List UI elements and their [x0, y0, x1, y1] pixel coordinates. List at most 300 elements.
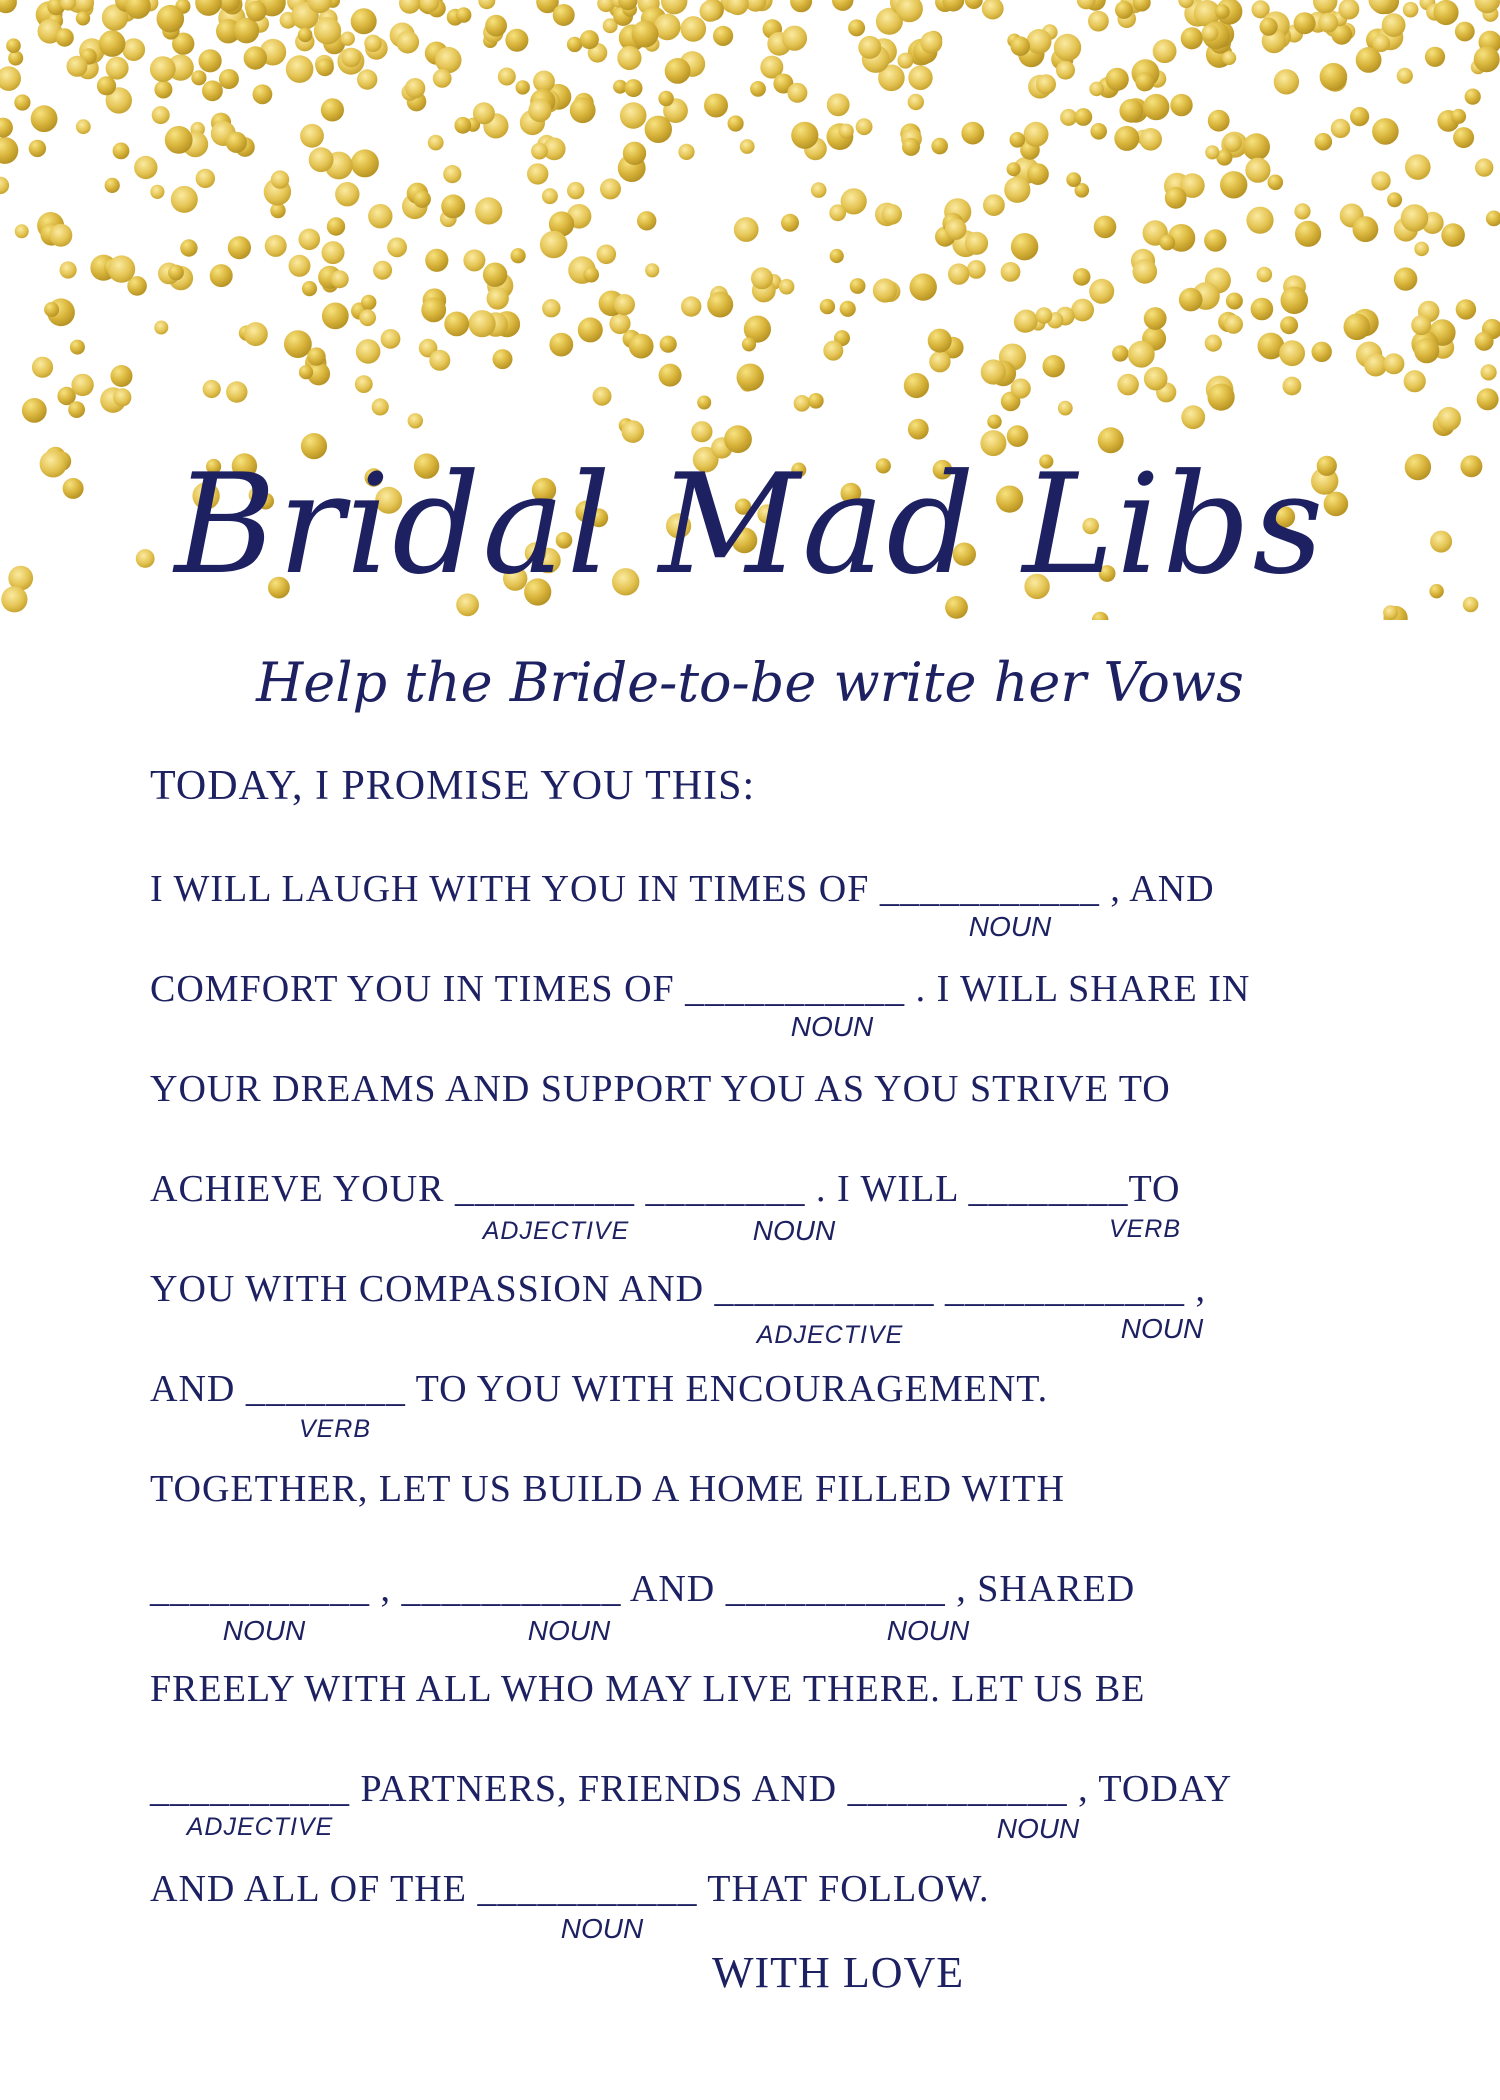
confetti-dot [1251, 298, 1274, 321]
confetti-dot [678, 144, 694, 160]
confetti-dot [1208, 110, 1230, 132]
confetti-dot [168, 265, 184, 281]
confetti-dot [396, 31, 419, 54]
blank-hint-noun: NOUN [527, 1615, 611, 1646]
confetti-dot [1481, 364, 1497, 380]
confetti-dot [908, 66, 932, 90]
confetti-dot [150, 185, 164, 199]
confetti-dot [327, 217, 345, 235]
confetti-dot [1024, 122, 1049, 147]
confetti-dot [322, 241, 345, 264]
confetti-dot [1433, 0, 1458, 25]
confetti-dot [1224, 315, 1243, 334]
vow-line: AND ALL OF THE ___________ THAT FOLLOW. [150, 1868, 990, 1910]
confetti-dot [1215, 4, 1230, 19]
confetti-dot [1260, 18, 1278, 36]
confetti-dot [1153, 39, 1177, 63]
confetti-dot [645, 263, 659, 277]
confetti-dot [368, 204, 392, 228]
confetti-dot [832, 0, 854, 11]
confetti-dot [1010, 132, 1026, 148]
confetti-dot [1181, 27, 1203, 49]
confetti-dot [1312, 342, 1332, 362]
page-title: Bridal Mad Libs [174, 444, 1326, 605]
confetti-dot [779, 279, 795, 295]
confetti-dot [1350, 107, 1369, 126]
confetti-dot [910, 273, 937, 300]
confetti-dot [351, 8, 377, 34]
confetti-dot [289, 255, 311, 277]
confetti-dot [60, 261, 77, 278]
confetti-dot [549, 333, 573, 357]
blank-hint-noun: NOUN [222, 1615, 306, 1646]
confetti-dot [728, 115, 744, 131]
blank-hint-adjective: ADJECTIVE [186, 1813, 334, 1841]
confetti-dot [873, 278, 897, 302]
confetti-dot [244, 322, 268, 346]
confetti-dot [1027, 29, 1052, 54]
confetti-dot [987, 415, 1001, 429]
confetti-dot [1274, 69, 1299, 94]
confetti-dot [244, 46, 267, 69]
confetti-dot [473, 102, 495, 124]
confetti-dot [150, 56, 176, 82]
confetti-dot [405, 78, 425, 98]
confetti-dot [1066, 172, 1081, 187]
confetti-dot [808, 393, 824, 409]
confetti-dot [1004, 177, 1030, 203]
confetti-dot [421, 298, 446, 323]
confetti-dot [982, 0, 1004, 20]
confetti-dot [820, 299, 835, 314]
confetti-dot [908, 94, 924, 110]
confetti-dot [428, 135, 444, 151]
confetti-dot [1054, 34, 1081, 61]
confetti-dot [965, 0, 983, 9]
confetti-dot [665, 58, 691, 84]
confetti-dot [1281, 287, 1309, 315]
page-subtitle: Help the Bride-to-be write her Vows [256, 651, 1244, 714]
confetti-dot [781, 214, 799, 232]
confetti-dot [904, 373, 929, 398]
confetti-dot [55, 28, 73, 46]
confetti-dot [108, 255, 135, 282]
confetti-dot [0, 177, 9, 194]
confetti-dot [286, 55, 314, 83]
confetti-dot [203, 380, 221, 398]
confetti-dot [122, 38, 145, 61]
confetti-dot [152, 106, 170, 124]
confetti-dot [99, 30, 126, 57]
confetti-dot [1089, 279, 1114, 304]
confetti-dot [1268, 175, 1284, 191]
confetti-dot [435, 47, 461, 73]
confetti-dot [614, 294, 635, 315]
confetti-dot [1243, 133, 1270, 160]
confetti-dot [1414, 338, 1439, 363]
confetti-dot [681, 296, 701, 316]
confetti-dot [441, 194, 465, 218]
confetti-dot [381, 329, 401, 349]
confetti-dot [331, 270, 349, 288]
confetti-dot [625, 79, 643, 97]
confetti-dot [827, 93, 850, 116]
confetti-dot [31, 105, 58, 132]
confetti-dot [1089, 82, 1104, 97]
confetti-dot [578, 317, 603, 342]
confetti-dot [697, 396, 711, 410]
confetti-dot [0, 118, 13, 138]
blank-hint-noun: NOUN [996, 1813, 1080, 1844]
confetti-dot [68, 401, 85, 418]
confetti-dot [444, 312, 469, 337]
confetti-dot [71, 374, 93, 396]
confetti-dot [226, 381, 247, 402]
confetti-dot [157, 5, 185, 33]
confetti-dot [1283, 377, 1302, 396]
confetti-dot [713, 26, 733, 46]
confetti-dot [967, 260, 986, 279]
confetti-dot [113, 388, 131, 406]
confetti-dot [111, 365, 133, 387]
confetti-dot [540, 231, 568, 259]
confetti-dot [1015, 310, 1038, 333]
confetti-dot [316, 58, 334, 76]
vow-line: COMFORT YOU IN TIMES OF ___________ . I WILL SHARE IN [150, 968, 1251, 1010]
confetti-dot [8, 51, 23, 66]
confetti-dot [1036, 74, 1056, 94]
confetti-dot [1382, 13, 1406, 37]
confetti-dot [829, 204, 846, 221]
confetti-dot [1133, 259, 1158, 284]
confetti-dot [661, 0, 687, 14]
confetti-dot [740, 139, 755, 154]
confetti-dot [463, 249, 485, 271]
confetti-dot [6, 38, 21, 53]
confetti-dot [750, 81, 766, 97]
confetti-dot [1387, 192, 1402, 207]
confetti-dot [840, 301, 856, 317]
confetti-dot [1279, 340, 1305, 366]
blank-hint-adjective: ADJECTIVE [482, 1217, 630, 1245]
vow-line: FREELY WITH ALL WHO MAY LIVE THERE. LET US BE [150, 1668, 1146, 1710]
confetti-dot [945, 218, 967, 240]
confetti-dot [387, 237, 407, 257]
confetti-dot [1011, 233, 1038, 260]
confetti-dot [302, 281, 317, 296]
confetti-dot [76, 119, 91, 134]
confetti-dot [1404, 370, 1426, 392]
confetti-dot [1027, 163, 1049, 185]
confetti-dot [637, 211, 656, 230]
confetti-dot [1453, 127, 1474, 148]
confetti-dot [897, 53, 913, 69]
confetti-dot [1465, 89, 1481, 105]
confetti-dot [1144, 367, 1168, 391]
blank-hint-noun: NOUN [752, 1215, 836, 1246]
confetti-dot [1320, 63, 1348, 91]
confetti-dot [742, 337, 756, 351]
confetti-dot [1204, 229, 1226, 251]
confetti-dot [1088, 11, 1109, 32]
confetti-dot [1353, 216, 1379, 242]
confetti-dot [1056, 61, 1075, 80]
confetti-dot [1222, 51, 1236, 65]
vow-line: TOGETHER, LET US BUILD A HOME FILLED WITH [150, 1468, 1065, 1510]
confetti-dot [154, 81, 172, 99]
confetti-dot [1208, 384, 1235, 411]
confetti-dot [839, 124, 854, 139]
confetti-dot [180, 239, 197, 256]
confetti-dot [1094, 216, 1117, 239]
confetti-dot [351, 149, 379, 177]
confetti-dot [1383, 353, 1404, 374]
confetti-dot [67, 56, 88, 77]
confetti-dot [300, 124, 324, 148]
confetti-dot [0, 137, 18, 164]
confetti-dot [981, 359, 1006, 384]
confetti-dot [1112, 345, 1128, 361]
confetti-dot [681, 16, 707, 42]
confetti-dot [0, 0, 17, 13]
confetti-dot [478, 0, 495, 9]
confetti-dot [1181, 405, 1205, 429]
confetti-dot [1202, 25, 1219, 42]
confetti-dot [1058, 401, 1073, 416]
confetti-dot [1403, 2, 1419, 18]
confetti-dot [1437, 407, 1461, 431]
confetti-dot [355, 375, 373, 393]
confetti-dot [658, 91, 673, 106]
confetti-dot [580, 30, 599, 49]
confetti-dot [1477, 388, 1499, 410]
confetti-dot [196, 169, 215, 188]
confetti-dot [373, 261, 392, 280]
confetti-dot [1475, 332, 1494, 351]
confetti-dot [454, 117, 471, 134]
confetti-dot [113, 143, 130, 160]
confetti-dot [856, 118, 873, 135]
confetti-dot [498, 68, 516, 86]
confetti-dot [727, 0, 749, 15]
confetti-dot [583, 267, 599, 283]
confetti-dot [1356, 47, 1382, 73]
confetti-dot [1456, 299, 1476, 319]
confetti-dot [1036, 307, 1053, 324]
confetti-dot [234, 18, 260, 44]
confetti-dot [929, 351, 950, 372]
confetti-dot [787, 83, 807, 103]
confetti-dot [707, 292, 733, 318]
confetti-dot [425, 249, 448, 272]
confetti-dot [791, 122, 818, 149]
confetti-dot [15, 224, 29, 238]
confetti-dot [1114, 126, 1139, 151]
confetti-dot [195, 0, 222, 16]
blank-hint-verb: VERB [1108, 1215, 1182, 1243]
confetti-dot [1280, 316, 1298, 334]
confetti-dot [570, 97, 596, 123]
confetti-dot [1257, 267, 1273, 283]
confetti-dot [617, 46, 641, 70]
confetti-dot [299, 365, 313, 379]
confetti-dot [97, 76, 116, 95]
confetti-dot [298, 28, 313, 43]
confetti-dot [659, 364, 682, 387]
confetti-dot [609, 313, 630, 334]
confetti-dot [1160, 235, 1176, 251]
confetti-dot [307, 347, 325, 365]
confetti-dot [1401, 204, 1429, 232]
confetti-dot [632, 21, 659, 48]
confetti-dot [1119, 99, 1143, 123]
confetti-dot [1179, 288, 1203, 312]
confetti-dot [1405, 154, 1431, 180]
confetti-dot [600, 178, 621, 199]
confetti-dot [1106, 68, 1129, 91]
confetti-dot [811, 182, 827, 198]
confetti-dot [1135, 72, 1154, 91]
confetti-dot [1073, 268, 1091, 286]
confetti-dot [443, 165, 461, 183]
confetti-dot [469, 310, 496, 337]
confetti-dot [1411, 315, 1431, 335]
confetti-dot [704, 94, 728, 118]
confetti-dot [341, 32, 355, 46]
confetti-dot [228, 236, 251, 259]
confetti-dot [1011, 378, 1031, 398]
confetti-dot [510, 248, 525, 263]
vow-line: YOU WITH COMPASSION AND ___________ ____________ , [150, 1268, 1207, 1310]
confetti-dot [1486, 211, 1500, 227]
confetti-dot [1294, 203, 1310, 219]
confetti-dot [14, 94, 30, 110]
confetti-dot [751, 267, 773, 289]
confetti-dot [1372, 118, 1399, 145]
confetti-dot [253, 84, 273, 104]
confetti-dot [620, 102, 647, 129]
confetti-dot [1115, 1, 1133, 19]
confetti-dot [105, 178, 120, 193]
confetti-dot [1071, 299, 1094, 322]
confetti-dot [335, 182, 359, 206]
confetti-dot [134, 156, 157, 179]
confetti-dot [928, 329, 952, 353]
confetti-dot [154, 321, 168, 335]
confetti-dot [429, 350, 450, 371]
confetti-dot [357, 69, 377, 89]
confetti-dot [413, 190, 431, 208]
vow-line: I WILL LAUGH WITH YOU IN TIMES OF ___________ , AND [150, 868, 1215, 910]
confetti-dot [965, 232, 988, 255]
confetti-dot [1394, 267, 1417, 290]
blank-hint-noun: NOUN [560, 1913, 644, 1944]
confetti-dot [271, 170, 289, 188]
confetti-dot [1475, 158, 1493, 176]
confetti-dot [361, 295, 376, 310]
confetti-dot [1007, 162, 1021, 176]
vow-line: ACHIEVE YOUR _________ ________ . I WILL ________TO [150, 1168, 1181, 1210]
confetti-dot [321, 98, 344, 121]
confetti-dot [106, 57, 129, 80]
vow-line: YOUR DREAMS AND SUPPORT YOU AS YOU STRIVE TO [150, 1068, 1171, 1110]
blank-hint-noun: NOUN [790, 1011, 874, 1042]
confetti-dot [408, 413, 423, 428]
confetti-dot [782, 26, 807, 51]
confetti-dot [1371, 171, 1390, 190]
confetti-dot [1205, 335, 1222, 352]
confetti-dot [475, 197, 502, 224]
confetti-dot [542, 188, 558, 204]
confetti-dot [1245, 158, 1270, 183]
confetti-dot [171, 186, 198, 213]
confetti-dot [553, 4, 575, 26]
confetti-dot [1425, 47, 1445, 67]
vow-line: AND ________ TO YOU WITH ENCOURAGEMENT. [150, 1368, 1049, 1410]
confetti-dot [830, 249, 844, 263]
confetti-dot [22, 398, 47, 423]
confetti-dot [597, 245, 617, 265]
confetti-dot [199, 49, 222, 72]
confetti-dot [322, 303, 349, 330]
confetti-dot [1414, 242, 1429, 257]
confetti-dot [623, 142, 646, 165]
confetti-dot [299, 229, 321, 251]
confetti-dot [1205, 145, 1219, 159]
confetti-dot [516, 80, 530, 94]
confetti-dot [246, 1, 267, 22]
blank-hint-noun: NOUN [1120, 1313, 1204, 1344]
confetti-dot [850, 278, 866, 294]
confetti-dot [700, 0, 721, 21]
confetti-dot [1226, 293, 1243, 310]
vow-line-heading: TODAY, I PROMISE YOU THIS: [150, 763, 756, 809]
vow-line: ___________ , ___________ AND ___________ , SHARED [150, 1568, 1136, 1610]
confetti-dot [1165, 187, 1187, 209]
confetti-dot [1092, 612, 1109, 620]
confetti-dot [858, 36, 881, 59]
confetti-dot [505, 29, 528, 52]
confetti-dot [737, 364, 764, 391]
confetti-dot [1128, 341, 1155, 368]
confetti-dot [1143, 94, 1169, 120]
confetti-dot [1090, 123, 1107, 140]
confetti-dot [961, 122, 984, 145]
confetti-dot [527, 163, 548, 184]
confetti-dot [734, 217, 759, 242]
confetti-dot [1441, 223, 1465, 247]
confetti-dot [1170, 94, 1192, 116]
confetti-dot [1139, 128, 1162, 151]
confetti-dot [1451, 109, 1466, 124]
confetti-dot [210, 264, 233, 287]
confetti-dot [848, 19, 865, 36]
confetti-dot [342, 48, 361, 67]
confetti-dot [983, 194, 1005, 216]
confetti-dot [542, 299, 560, 317]
confetti-dot [1315, 133, 1333, 151]
confetti-dot [202, 80, 223, 101]
confetti-dot [528, 99, 551, 122]
confetti-dot [1074, 108, 1092, 126]
blank-hint-verb: VERB [298, 1415, 372, 1443]
confetti-dot [399, 0, 420, 14]
confetti-dot [1344, 314, 1371, 341]
confetti-dot [1331, 119, 1350, 138]
confetti-dot [483, 263, 507, 287]
confetti-dot [531, 143, 548, 160]
confetti-dot [1223, 134, 1242, 153]
